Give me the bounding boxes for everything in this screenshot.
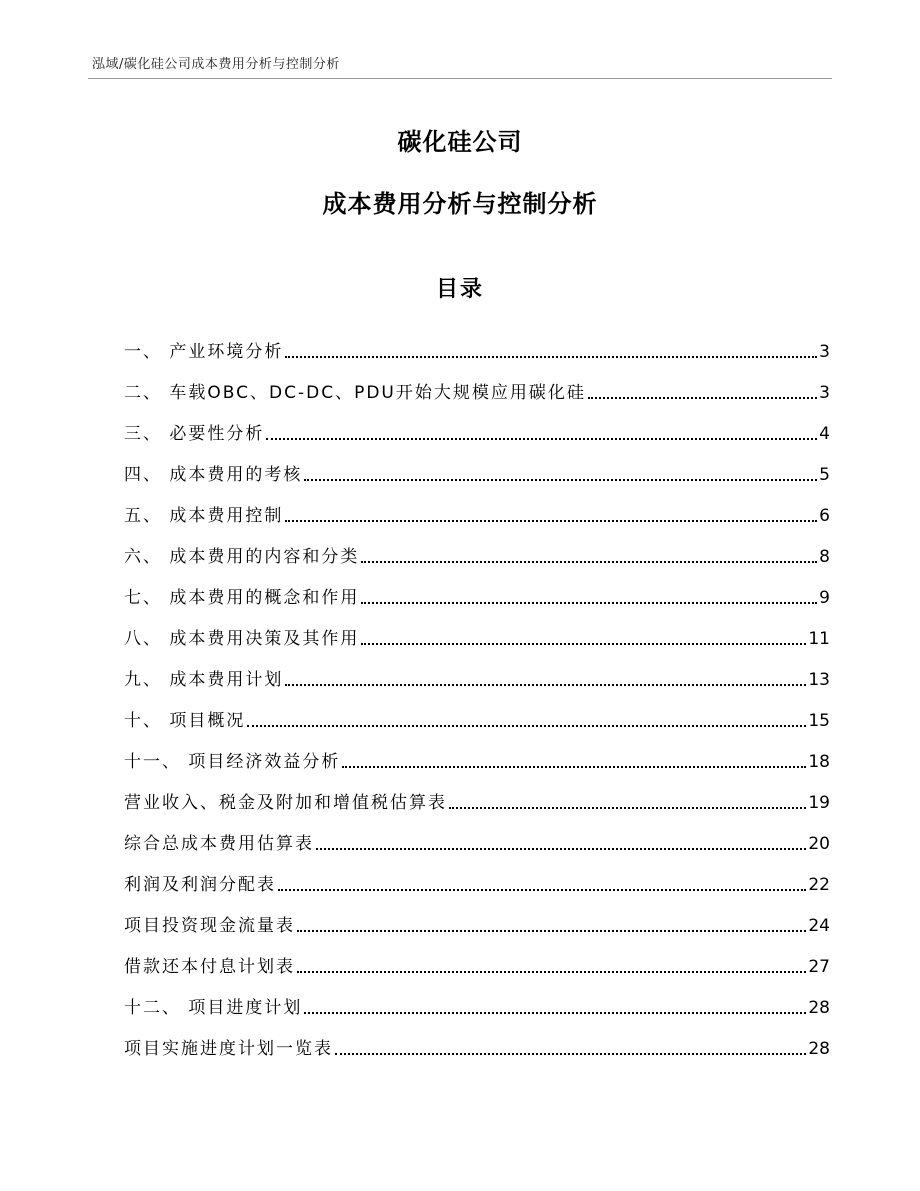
toc-entry-label: 九、 成本费用计划 [124,670,284,690]
toc-entry[interactable] [124,855,830,896]
toc-entry-label: 二、 车载OBC、DC-DC、PDU开始大规模应用碳化硅 [124,383,586,403]
toc-entry-label: 项目实施进度计划一览表 [124,1039,333,1059]
toc-leader [449,807,806,809]
toc-entry-label: 四、 成本费用的考核 [124,465,303,485]
toc-entry[interactable] [124,732,830,773]
toc-entry[interactable] [124,691,830,732]
toc-entry-page: 9 [819,588,830,608]
toc-heading: 目录 [435,277,484,302]
toc-entry[interactable] [124,937,830,978]
toc-entry[interactable] [124,773,830,814]
toc-entry[interactable] [124,814,830,855]
toc-entry[interactable] [124,568,830,609]
header-divider [88,78,832,79]
toc-leader [285,520,817,522]
toc-leader [278,889,806,891]
toc-entry-page: 3 [819,383,830,403]
toc-entry[interactable] [124,527,830,568]
toc-leader [304,1012,806,1014]
toc-leader [335,1053,806,1055]
toc-leader [297,930,806,932]
toc-leader [247,725,806,727]
toc-entry[interactable] [124,650,830,691]
toc-entry[interactable] [124,322,830,363]
toc-entry-label: 八、 成本费用决策及其作用 [124,629,360,649]
document-title-line2: 成本费用分析与控制分析 [322,190,598,218]
toc-entry-page: 13 [808,670,830,690]
toc-entry-label: 六、 成本费用的内容和分类 [124,547,360,567]
toc-leader [266,438,817,440]
toc-entry-page: 8 [819,547,830,567]
toc-leader [361,561,817,563]
toc-leader [361,602,817,604]
toc-entry[interactable] [124,1019,830,1060]
document-title-line1: 碳化硅公司 [397,128,523,156]
toc-entry[interactable] [124,978,830,1019]
toc-entry-page: 28 [808,1039,830,1059]
toc-entry-page: 18 [808,752,830,772]
toc-entry-label: 三、 必要性分析 [124,424,265,444]
toc-entry-page: 5 [819,465,830,485]
toc-entry-page: 11 [808,629,830,649]
toc-entry-page: 24 [808,916,830,936]
toc-leader [361,643,806,645]
toc-entry-label: 十二、 项目进度计划 [124,998,303,1018]
toc-leader [588,397,817,399]
toc-leader [316,848,806,850]
toc-entry[interactable] [124,445,830,486]
toc-entry-page: 22 [808,875,830,895]
toc-entry-page: 20 [808,834,830,854]
toc-leader [304,479,817,481]
toc-entry-label: 一、 产业环境分析 [124,342,284,362]
toc-entry-label: 十一、 项目经济效益分析 [124,752,341,772]
toc-entry-label: 借款还本付息计划表 [124,957,295,977]
toc-entry-page: 27 [808,957,830,977]
toc-entry[interactable] [124,609,830,650]
toc-entry-label: 五、 成本费用控制 [124,506,284,526]
toc-entry-label: 营业收入、税金及附加和增值税估算表 [124,793,447,813]
toc-entry-page: 6 [819,506,830,526]
toc-entry-label: 十、 项目概况 [124,711,246,731]
toc-leader [285,356,817,358]
toc-entry-page: 3 [819,342,830,362]
table-of-contents [124,322,830,1060]
toc-entry-page: 28 [808,998,830,1018]
toc-entry-label: 项目投资现金流量表 [124,916,295,936]
toc-entry[interactable] [124,363,830,404]
toc-entry-page: 19 [808,793,830,813]
toc-leader [285,684,806,686]
running-header: 泓域/碳化硅公司成本费用分析与控制分析 [92,57,340,72]
toc-entry[interactable] [124,486,830,527]
toc-entry-page: 4 [819,424,830,444]
toc-entry-label: 七、 成本费用的概念和作用 [124,588,360,608]
toc-entry-page: 15 [808,711,830,731]
toc-entry[interactable] [124,896,830,937]
toc-entry[interactable] [124,404,830,445]
toc-entry-label: 综合总成本费用估算表 [124,834,314,854]
toc-leader [297,971,806,973]
toc-entry-label: 利润及利润分配表 [124,875,276,895]
toc-leader [342,766,806,768]
